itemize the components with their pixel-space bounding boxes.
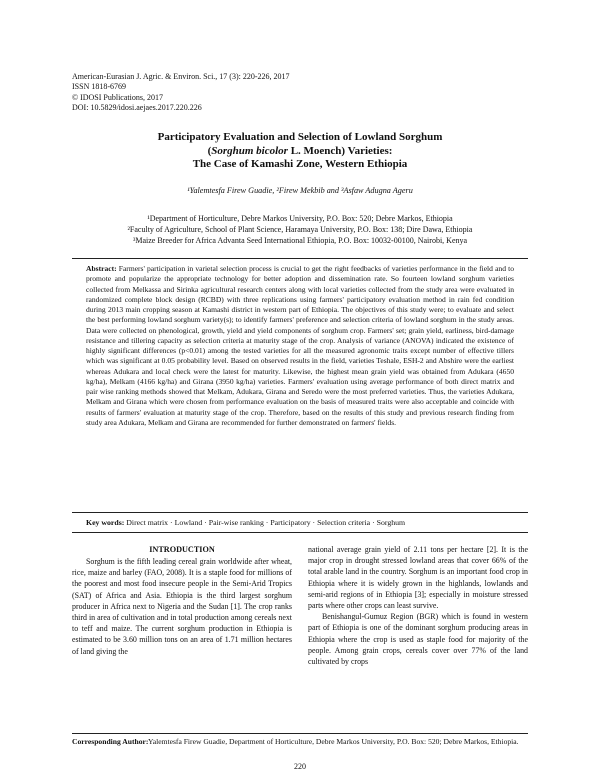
corresponding-author-text: Yalemtesfa Firew Guadie, Department of Horticulture, Debre Markos University, P.O. Box: 520; Debre Markos, Ethiopia.	[148, 737, 519, 746]
journal-header	[72, 72, 372, 114]
keywords-bottom-rule	[72, 532, 528, 533]
title-line-1: Participatory Evaluation and Selection of Lowland Sorghum	[157, 131, 443, 143]
title-species-name: Sorghum bicolor	[211, 144, 288, 157]
keywords-text: Direct matrix · Lowland · Pair-wise ranking · Participatory · Selection criteria · Sorghum	[124, 518, 406, 527]
journal-copyright: © IDOSI Publications, 2017	[72, 92, 163, 102]
intro-paragraph-2: Benishangul-Gumuz Region (BGR) which is found in western part of Ethiopia is one of the dominant sorghum producing areas in Ethiopia where the crop is used as staple food for majority of the people. Among grain crops, cereals cover over 77% of the land cultivated by crops	[308, 612, 528, 667]
title-line-2-rest: L. Moench) Varieties:	[287, 144, 393, 157]
abstract-text: Farmers' participation in varietal selection process is crucial to get the right feedbacks of varieties performance in the field and to promote and popularize the appropriate technology for better adoption and dissemination rate. So fourteen lowland sorghum varieties collected from Melkassa and Sirinka agricultural research centers along with local varieties collected from the study area were evaluated in randomized complete block design (RCBD) with three replications using farmers' participatory evaluation method in rain fed condition during 2013 main cropping season at Kamashi district in western part of Ethiopia. The objectives of this study were; to evaluate and select the best performing lowland sorghum variety(s); to identify farmers' preference and selection criteria of lowland sorghum in the study areas. Data were collected on phenological, growth, yield and yield components of sorghum crop. Farmers' set; grain yield, earliness, bird-damage resistance and tillering capacity as selection criteria at maturity stage of the crop. Analysis of variance (ANOVA) indicated the existence of highly significant differences (p<0.01) among the tested varieties for all the measured agronomic traits except number of effective tillers which was significant at 0.05 probability level. Based on observed results in the field, varieties Teshale, ESH-2 and Abshire were the earliest whereas Adukara and local check were the latest for maturity. Likewise, the highest mean grain yield was obtained from Adukara (4650 kg/ha), Melkam (4166 kg/ha) and Girana (3950 kg/ha) varieties. Farmers' evaluation using average performance of both direct matrix and pair wise ranking methods showed that Melkam, Adukara, Girana and Seredo were the most preferred varieties. Thus, the varieties Adukara, Melkam and Girana which were chosen from performance evaluation on the basis of measured traits were also acceptable and coincide with results of farmers' evaluation at maturity stage of the crop. Therefore, based on the results of this study and previous research finding from study area Adukara, Melkam and Girana are recommended for further demonstrated on farmers' fields.	[86, 264, 514, 427]
title-line-2	[60, 145, 540, 159]
affiliation-1: ¹Department of Horticulture, Debre Markos University, P.O. Box: 520; Debre Markos, Ethiopia	[147, 214, 453, 223]
abstract-top-rule	[72, 258, 528, 259]
footnote-rule	[72, 733, 528, 734]
author-list: ¹Yalemtesfa Firew Guadie, ²Firew Mekbib and ³Asfaw Adugna Ageru	[187, 186, 413, 195]
keywords	[86, 518, 514, 527]
journal-citation: American-Eurasian J. Agric. & Environ. Sci., 17 (3): 220-226, 2017	[72, 72, 290, 81]
corresponding-author-label: Corresponding Author:	[72, 737, 149, 746]
affiliation-2: ²Faculty of Agriculture, School of Plant Science, Haramaya University, P.O. Box: 138; Dire Dawa, Ethiopia	[127, 225, 473, 234]
intro-paragraph-1: Sorghum is the fifth leading cereal grain worldwide after wheat, rice, maize and barley (FAO, 2008). It is a staple food for millions of the poorest and most food insecure people in the Semi-Arid Tropics (SAT) of Africa and Asia. Ethiopia is the third largest sorghum producer in Africa next to Nigeria and the Sudan [1]. The crop ranks third in area of cultivation and in total production among cereals next to teff and maize. The current sorghum production in Ethiopia is estimated to be 3.60 million tons on an area of 1.71 million hectares of land giving the	[72, 557, 292, 656]
section-heading-introduction: INTRODUCTION	[149, 545, 215, 554]
journal-issn: ISSN 1818-6769	[72, 82, 127, 92]
abstract	[86, 264, 514, 428]
abstract-label: Abstract:	[86, 264, 117, 273]
affiliation-list	[60, 213, 540, 246]
title-line-2-open: (	[207, 144, 212, 157]
affiliation-3: ³Maize Breeder for Africa Advanta Seed International Ethiopia, P.O. Box: 10032-00100, Nairobi, Kenya	[132, 236, 468, 245]
page-number: 220	[294, 762, 306, 771]
journal-doi: DOI: 10.5829/idosi.aejaes.2017.220.226	[72, 103, 202, 113]
intro-paragraph-1-continued: national average grain yield of 2.11 tons per hectare [2]. It is the major crop in drought stressed lowland areas that cover 66% of the total arable land in the country. Sorghum is an important food crop in Ethiopia where it is widely grown in the highlands, lowlands and semi-arid regions of in Ethiopia [3]; especially in moisture stressed parts where other crops can least survive.	[308, 545, 528, 611]
title-line-3: The Case of Kamashi Zone, Western Ethiopia	[192, 158, 408, 170]
paper-title	[60, 131, 540, 172]
keywords-label: Key words:	[86, 518, 125, 527]
body-column-left	[72, 556, 292, 657]
keywords-top-rule	[72, 512, 528, 513]
body-column-right	[308, 544, 528, 667]
